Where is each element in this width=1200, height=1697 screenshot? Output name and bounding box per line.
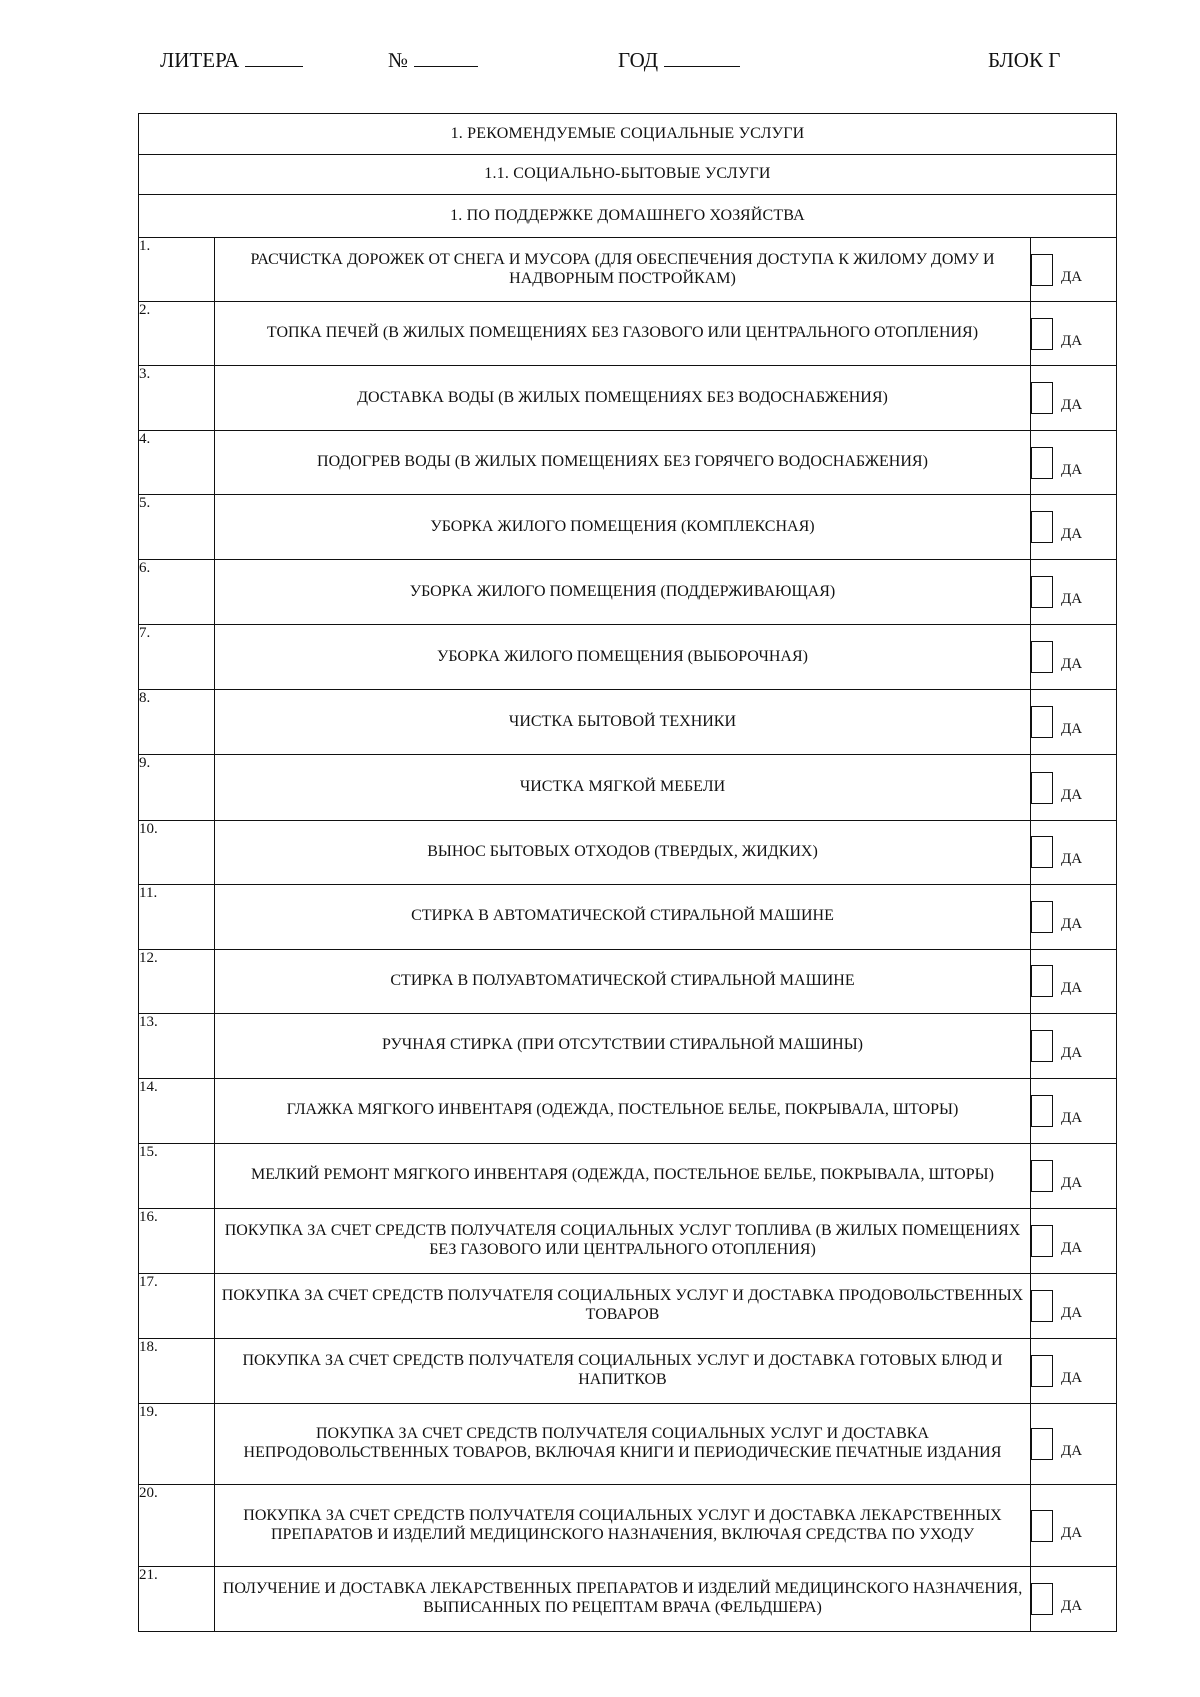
yes-option[interactable] xyxy=(1030,1339,1116,1404)
service-name: ЧИСТКА БЫТОВОЙ ТЕХНИКИ xyxy=(215,690,1031,755)
service-name: ПОКУПКА ЗА СЧЕТ СРЕДСТВ ПОЛУЧАТЕЛЯ СОЦИАЛЬНЫХ УСЛУГ И ДОСТАВКА ЛЕКАРСТВЕННЫХ ПРЕПАРАТОВ И ИЗДЕЛИЙ МЕДИЦИНСКОГО НАЗНАЧЕНИЯ, ВКЛЮЧАЯ СРЕДСТВА ПО УХОДУ xyxy=(215,1485,1031,1566)
yes-option[interactable] xyxy=(1030,820,1116,884)
number-label: № xyxy=(388,48,409,72)
row-number: 7. xyxy=(139,625,215,690)
litera-label: ЛИТЕРА xyxy=(160,48,240,72)
row-number: 18. xyxy=(139,1339,215,1404)
category-title: 1. ПО ПОДДЕРЖКЕ ДОМАШНЕГО ХОЗЯЙСТВА xyxy=(139,195,1117,238)
service-name: ГЛАЖКА МЯГКОГО ИНВЕНТАРЯ (ОДЕЖДА, ПОСТЕЛЬНОЕ БЕЛЬЕ, ПОКРЫВАЛА, ШТОРЫ) xyxy=(215,1078,1031,1143)
service-name: ПОДОГРЕВ ВОДЫ (В ЖИЛЫХ ПОМЕЩЕНИЯХ БЕЗ ГОРЯЧЕГО ВОДОСНАБЖЕНИЯ) xyxy=(215,431,1031,495)
yes-label: ДА xyxy=(1060,656,1083,673)
service-name: ДОСТАВКА ВОДЫ (В ЖИЛЫХ ПОМЕЩЕНИЯХ БЕЗ ВОДОСНАБЖЕНИЯ) xyxy=(215,366,1031,431)
table-row xyxy=(139,1404,1117,1485)
row-number: 21. xyxy=(139,1566,215,1631)
service-name: ПОКУПКА ЗА СЧЕТ СРЕДСТВ ПОЛУЧАТЕЛЯ СОЦИАЛЬНЫХ УСЛУГ И ДОСТАВКА ПРОДОВОЛЬСТВЕННЫХ ТОВАРОВ xyxy=(215,1273,1031,1338)
service-name: МЕЛКИЙ РЕМОНТ МЯГКОГО ИНВЕНТАРЯ (ОДЕЖДА, ПОСТЕЛЬНОЕ БЕЛЬЕ, ПОКРЫВАЛА, ШТОРЫ) xyxy=(215,1143,1031,1208)
number-field xyxy=(388,48,478,73)
section-title: 1. РЕКОМЕНДУЕМЫЕ СОЦИАЛЬНЫЕ УСЛУГИ xyxy=(139,114,1117,155)
yes-checkbox[interactable] xyxy=(1031,965,1053,997)
yes-checkbox[interactable] xyxy=(1031,1510,1053,1542)
row-number: 16. xyxy=(139,1208,215,1273)
table-row xyxy=(139,820,1117,884)
yes-checkbox[interactable] xyxy=(1031,1225,1053,1257)
yes-checkbox[interactable] xyxy=(1031,382,1053,414)
yes-label: ДА xyxy=(1060,1524,1083,1541)
subsection-title: 1.1. СОЦИАЛЬНО-БЫТОВЫЕ УСЛУГИ xyxy=(139,154,1117,195)
row-number: 4. xyxy=(139,431,215,495)
yes-option[interactable] xyxy=(1030,949,1116,1013)
yes-label: ДА xyxy=(1060,332,1083,349)
yes-option[interactable] xyxy=(1030,431,1116,495)
table-row xyxy=(139,884,1117,949)
service-name: ПОЛУЧЕНИЕ И ДОСТАВКА ЛЕКАРСТВЕННЫХ ПРЕПАРАТОВ И ИЗДЕЛИЙ МЕДИЦИНСКОГО НАЗНАЧЕНИЯ, ВЫПИСАННЫХ ПО РЕЦЕПТАМ ВРАЧА (ФЕЛЬДШЕРА) xyxy=(215,1566,1031,1631)
row-number: 19. xyxy=(139,1404,215,1485)
yes-option[interactable] xyxy=(1030,884,1116,949)
yes-label: ДА xyxy=(1060,721,1083,738)
yes-label: ДА xyxy=(1060,980,1083,997)
table-row xyxy=(139,1566,1117,1631)
table-row xyxy=(139,1485,1117,1566)
service-name: ПОКУПКА ЗА СЧЕТ СРЕДСТВ ПОЛУЧАТЕЛЯ СОЦИАЛЬНЫХ УСЛУГ И ДОСТАВКА ГОТОВЫХ БЛЮД И НАПИТКОВ xyxy=(215,1339,1031,1404)
table-row xyxy=(139,690,1117,755)
yes-checkbox[interactable] xyxy=(1031,1428,1053,1460)
yes-checkbox[interactable] xyxy=(1031,772,1053,804)
table-row xyxy=(139,1273,1117,1338)
yes-label: ДА xyxy=(1060,915,1083,932)
table-row xyxy=(139,366,1117,431)
table-row xyxy=(139,302,1117,366)
yes-checkbox[interactable] xyxy=(1031,511,1053,543)
yes-checkbox[interactable] xyxy=(1031,318,1053,350)
row-number: 9. xyxy=(139,755,215,820)
yes-option[interactable] xyxy=(1030,690,1116,755)
row-number: 5. xyxy=(139,495,215,560)
yes-checkbox[interactable] xyxy=(1031,447,1053,479)
yes-label: ДА xyxy=(1060,526,1083,543)
yes-label: ДА xyxy=(1060,1044,1083,1061)
yes-checkbox[interactable] xyxy=(1031,836,1053,868)
litera-blank[interactable] xyxy=(245,48,303,67)
service-name: ЧИСТКА МЯГКОЙ МЕБЕЛИ xyxy=(215,755,1031,820)
row-number: 13. xyxy=(139,1013,215,1078)
yes-option[interactable] xyxy=(1030,755,1116,820)
yes-label: ДА xyxy=(1060,268,1083,285)
yes-checkbox[interactable] xyxy=(1031,576,1053,608)
row-number: 10. xyxy=(139,820,215,884)
number-blank[interactable] xyxy=(414,48,478,67)
row-number: 15. xyxy=(139,1143,215,1208)
service-name: ВЫНОС БЫТОВЫХ ОТХОДОВ (ТВЕРДЫХ, ЖИДКИХ) xyxy=(215,820,1031,884)
yes-checkbox[interactable] xyxy=(1031,641,1053,673)
yes-option[interactable] xyxy=(1030,1273,1116,1338)
litera-field xyxy=(160,48,303,73)
table-row xyxy=(139,1013,1117,1078)
year-label: ГОД xyxy=(618,48,659,72)
block-label: БЛОК Г xyxy=(988,48,1061,72)
yes-label: ДА xyxy=(1060,1174,1083,1191)
services-table xyxy=(138,113,1117,1632)
table-row xyxy=(139,560,1117,625)
year-blank[interactable] xyxy=(664,48,740,67)
row-number: 1. xyxy=(139,238,215,302)
yes-option[interactable] xyxy=(1030,1143,1116,1208)
yes-option[interactable] xyxy=(1030,366,1116,431)
yes-checkbox[interactable] xyxy=(1031,1290,1053,1322)
row-number: 2. xyxy=(139,302,215,366)
service-name: УБОРКА ЖИЛОГО ПОМЕЩЕНИЯ (ПОДДЕРЖИВАЮЩАЯ) xyxy=(215,560,1031,625)
yes-option[interactable] xyxy=(1030,1078,1116,1143)
yes-checkbox[interactable] xyxy=(1031,1095,1053,1127)
yes-label: ДА xyxy=(1060,851,1083,868)
yes-checkbox[interactable] xyxy=(1031,1160,1053,1192)
yes-checkbox[interactable] xyxy=(1031,1583,1053,1615)
yes-checkbox[interactable] xyxy=(1031,706,1053,738)
yes-checkbox[interactable] xyxy=(1031,1355,1053,1387)
yes-label: ДА xyxy=(1060,1304,1083,1321)
service-name: ТОПКА ПЕЧЕЙ (В ЖИЛЫХ ПОМЕЩЕНИЯХ БЕЗ ГАЗОВОГО ИЛИ ЦЕНТРАЛЬНОГО ОТОПЛЕНИЯ) xyxy=(215,302,1031,366)
table-row xyxy=(139,625,1117,690)
yes-option[interactable] xyxy=(1030,1404,1116,1485)
yes-option[interactable] xyxy=(1030,495,1116,560)
table-row xyxy=(139,431,1117,495)
row-number: 20. xyxy=(139,1485,215,1566)
service-name: СТИРКА В ПОЛУАВТОМАТИЧЕСКОЙ СТИРАЛЬНОЙ МАШИНЕ xyxy=(215,949,1031,1013)
row-number: 14. xyxy=(139,1078,215,1143)
yes-option[interactable] xyxy=(1030,1013,1116,1078)
service-name: УБОРКА ЖИЛОГО ПОМЕЩЕНИЯ (ВЫБОРОЧНАЯ) xyxy=(215,625,1031,690)
table-row xyxy=(139,1339,1117,1404)
table-row xyxy=(139,238,1117,302)
section-row xyxy=(139,195,1117,238)
yes-label: ДА xyxy=(1060,1239,1083,1256)
row-number: 17. xyxy=(139,1273,215,1338)
yes-label: ДА xyxy=(1060,397,1083,414)
table-row xyxy=(139,1143,1117,1208)
yes-option[interactable] xyxy=(1030,1208,1116,1273)
yes-label: ДА xyxy=(1060,1443,1083,1460)
row-number: 8. xyxy=(139,690,215,755)
yes-option[interactable] xyxy=(1030,560,1116,625)
yes-option[interactable] xyxy=(1030,1485,1116,1566)
yes-option[interactable] xyxy=(1030,302,1116,366)
yes-option[interactable] xyxy=(1030,1566,1116,1631)
service-name: СТИРКА В АВТОМАТИЧЕСКОЙ СТИРАЛЬНОЙ МАШИНЕ xyxy=(215,884,1031,949)
year-field xyxy=(618,48,740,73)
table-row xyxy=(139,1208,1117,1273)
yes-label: ДА xyxy=(1060,1109,1083,1126)
table-row xyxy=(139,949,1117,1013)
yes-label: ДА xyxy=(1060,786,1083,803)
service-name: ПОКУПКА ЗА СЧЕТ СРЕДСТВ ПОЛУЧАТЕЛЯ СОЦИАЛЬНЫХ УСЛУГ И ДОСТАВКА НЕПРОДОВОЛЬСТВЕННЫХ ТОВАРОВ, ВКЛЮЧАЯ КНИГИ И ПЕРИОДИЧЕСКИЕ ПЕЧАТНЫЕ ИЗДАНИЯ xyxy=(215,1404,1031,1485)
service-rows xyxy=(139,238,1117,1632)
row-number: 11. xyxy=(139,884,215,949)
row-number: 3. xyxy=(139,366,215,431)
service-name: ПОКУПКА ЗА СЧЕТ СРЕДСТВ ПОЛУЧАТЕЛЯ СОЦИАЛЬНЫХ УСЛУГ ТОПЛИВА (В ЖИЛЫХ ПОМЕЩЕНИЯХ БЕЗ ГАЗОВОГО ИЛИ ЦЕНТРАЛЬНОГО ОТОПЛЕНИЯ) xyxy=(215,1208,1031,1273)
service-name: РАСЧИСТКА ДОРОЖЕК ОТ СНЕГА И МУСОРА (ДЛЯ ОБЕСПЕЧЕНИЯ ДОСТУПА К ЖИЛОМУ ДОМУ И НАДВОРНЫМ ПОСТРОЙКАМ) xyxy=(215,238,1031,302)
yes-option[interactable] xyxy=(1030,625,1116,690)
service-name: РУЧНАЯ СТИРКА (ПРИ ОТСУТСТВИИ СТИРАЛЬНОЙ МАШИНЫ) xyxy=(215,1013,1031,1078)
table-row xyxy=(139,1078,1117,1143)
yes-label: ДА xyxy=(1060,591,1083,608)
table-row xyxy=(139,755,1117,820)
section-row xyxy=(139,154,1117,195)
yes-checkbox[interactable] xyxy=(1031,901,1053,933)
yes-checkbox[interactable] xyxy=(1031,1030,1053,1062)
row-number: 12. xyxy=(139,949,215,1013)
yes-label: ДА xyxy=(1060,1370,1083,1387)
yes-option[interactable] xyxy=(1030,238,1116,302)
table-row xyxy=(139,495,1117,560)
row-number: 6. xyxy=(139,560,215,625)
yes-label: ДА xyxy=(1060,1597,1083,1614)
yes-label: ДА xyxy=(1060,461,1083,478)
form-header xyxy=(0,48,1200,88)
service-name: УБОРКА ЖИЛОГО ПОМЕЩЕНИЯ (КОМПЛЕКСНАЯ) xyxy=(215,495,1031,560)
section-row xyxy=(139,114,1117,155)
yes-checkbox[interactable] xyxy=(1031,254,1053,286)
